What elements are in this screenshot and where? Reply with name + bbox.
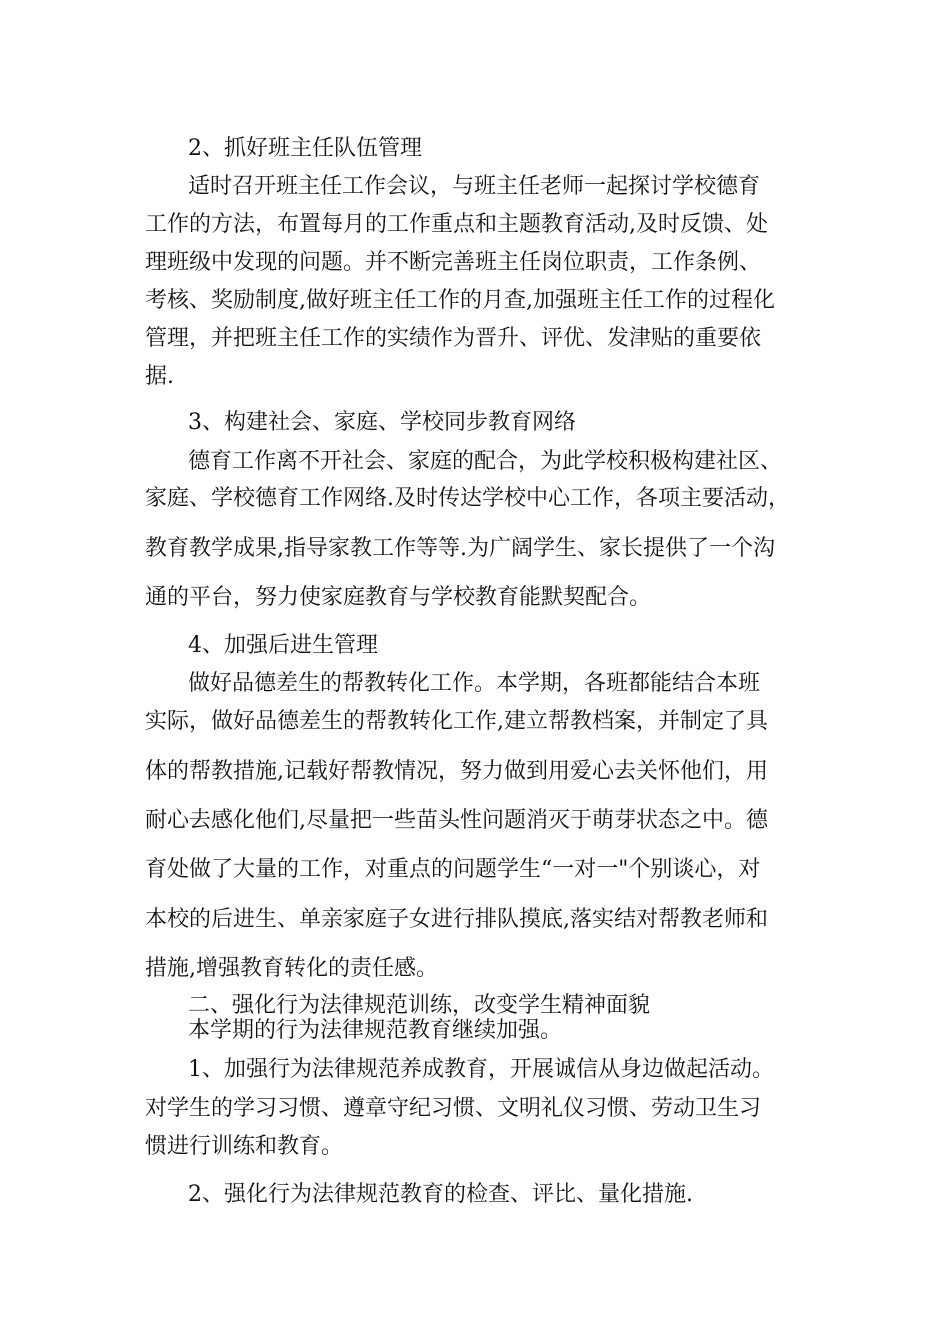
paragraph-line: 适时召开班主任工作会议，与班主任老师一起探讨学校德育 bbox=[188, 174, 761, 199]
paragraph-line: 1、加强行为法律规范养成教育，开展诚信从身边做起活动。 bbox=[188, 1057, 774, 1082]
paragraph-line: 育处做了大量的工作，对重点的问题学生“一对一"个别谈心，对 bbox=[145, 857, 761, 882]
section-heading: 2、抓好班主任队伍管理 bbox=[188, 136, 422, 161]
section-heading: 3、构建社会、家庭、学校同步教育网络 bbox=[188, 410, 576, 435]
paragraph-line: 德育工作离不开社会、家庭的配合，为此学校积极构建社区、 bbox=[188, 449, 783, 474]
paragraph-line: 教育教学成果,指导家教工作等等.为广阔学生、家长提供了一个沟 bbox=[145, 536, 775, 561]
paragraph-line: 据. bbox=[145, 364, 174, 389]
paragraph-line: 考核、奖励制度,做好班主任工作的月查,加强班主任工作的过程化 bbox=[145, 288, 775, 313]
paragraph-line: 耐心去感化他们,尽量把一些苗头性问题消灭于萌芽状态之中。德 bbox=[145, 808, 768, 833]
paragraph-line: 理班级中发现的问题。并不断完善班主任岗位职责，工作条例、 bbox=[145, 250, 762, 275]
paragraph-line: 本学期的行为法律规范教育继续加强。 bbox=[188, 1018, 563, 1043]
paragraph-line: 实际，做好品德差生的帮教转化工作,建立帮教档案，并制定了具 bbox=[145, 709, 768, 734]
paragraph-line: 本校的后进生、单亲家庭子女进行排队摸底,落实结对帮教老师和 bbox=[145, 907, 768, 932]
paragraph-line: 工作的方法，布置每月的工作重点和主题教育活动,及时反馈、处 bbox=[145, 212, 768, 237]
paragraph-line: 措施,增强教育转化的责任感。 bbox=[145, 956, 438, 981]
part-heading: 二、强化行为法律规范训练，改变学生精神面貌 bbox=[188, 993, 651, 1018]
paragraph-line: 家庭、学校德育工作网络.及时传达学校中心工作，各项主要活动， bbox=[145, 486, 790, 511]
paragraph-line: 做好品德差生的帮教转化工作。本学期，各班都能结合本班 bbox=[188, 671, 761, 696]
paragraph-line: 通的平台，努力使家庭教育与学校教育能默契配合。 bbox=[145, 585, 652, 610]
paragraph-line: 对学生的学习习惯、遵章守纪习惯、文明礼仪习惯、劳动卫生习 bbox=[145, 1096, 762, 1121]
section-heading: 2、强化行为法律规范教育的检查、评比、量化措施. bbox=[188, 1182, 693, 1207]
section-heading: 4、加强后进生管理 bbox=[188, 633, 378, 658]
paragraph-line: 管理，并把班主任工作的实绩作为晋升、评优、发津贴的重要依 bbox=[145, 326, 762, 351]
paragraph-line: 体的帮教措施,记载好帮教情况，努力做到用爱心去关怀他们，用 bbox=[145, 759, 768, 784]
paragraph-line: 惯进行训练和教育。 bbox=[145, 1134, 344, 1159]
